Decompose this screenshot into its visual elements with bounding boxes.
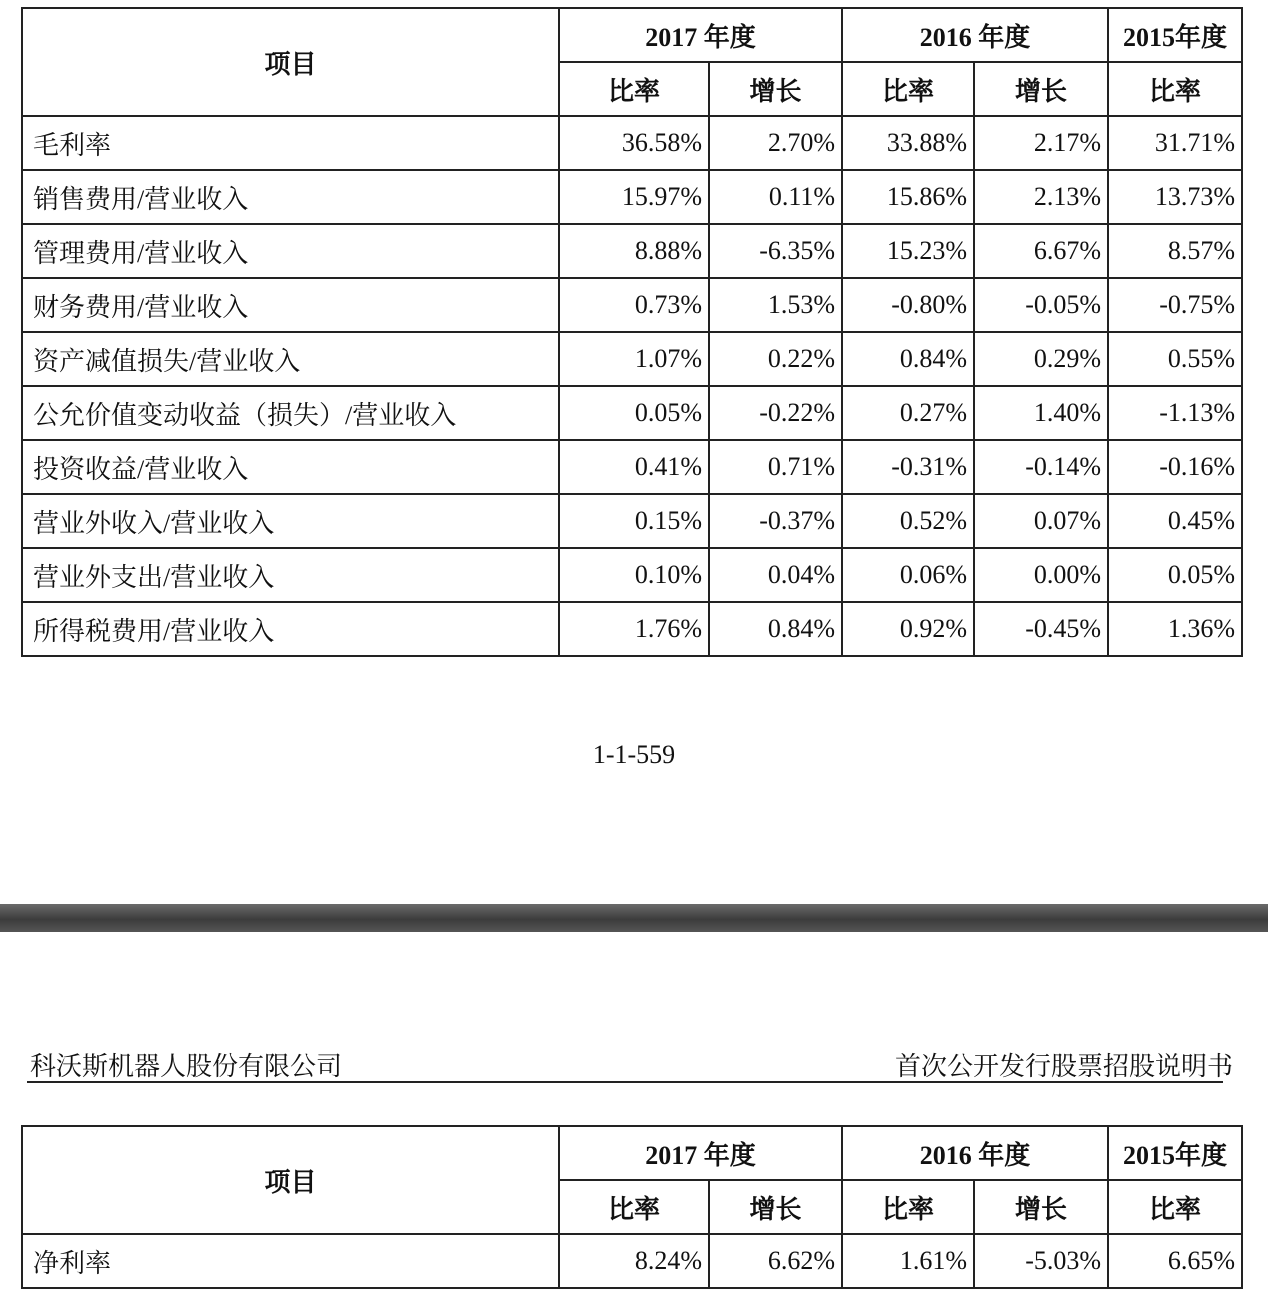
table-row — [22, 494, 1242, 548]
header-growth: 增长 — [709, 62, 842, 116]
table-body — [22, 1234, 1242, 1288]
row-label: 资产减值损失/营业收入 — [22, 332, 559, 386]
growth-2017-cell: 6.62% — [709, 1234, 842, 1288]
page-number: 1-1-559 — [592, 740, 676, 769]
row-label: 营业外支出/营业收入 — [22, 548, 559, 602]
ratio-2015-cell: 31.71% — [1108, 116, 1242, 170]
row-label: 销售费用/营业收入 — [22, 170, 559, 224]
ratio-2017-cell: 8.88% — [559, 224, 709, 278]
header-2015: 2015年度 — [1108, 8, 1242, 62]
header-2015: 2015年度 — [1108, 1126, 1242, 1180]
row-label: 投资收益/营业收入 — [22, 440, 559, 494]
header-2017: 2017 年度 — [559, 1126, 842, 1180]
growth-2016-cell: 2.17% — [974, 116, 1108, 170]
row-label: 营业外收入/营业收入 — [22, 494, 559, 548]
growth-2017-cell: 0.22% — [709, 332, 842, 386]
ratio-2017-cell: 0.15% — [559, 494, 709, 548]
table-row — [22, 332, 1242, 386]
header-2016: 2016 年度 — [842, 1126, 1108, 1180]
ratio-2017-cell: 36.58% — [559, 116, 709, 170]
ratio-2015-cell: -0.75% — [1108, 278, 1242, 332]
header-ratio: 比率 — [559, 62, 709, 116]
growth-2016-cell: -0.05% — [974, 278, 1108, 332]
table-body — [22, 116, 1242, 656]
growth-2016-cell: 6.67% — [974, 224, 1108, 278]
header-2016: 2016 年度 — [842, 8, 1108, 62]
growth-2017-cell: -0.22% — [709, 386, 842, 440]
row-label: 管理费用/营业收入 — [22, 224, 559, 278]
growth-2017-cell: -0.37% — [709, 494, 842, 548]
ratio-2016-cell: 0.84% — [842, 332, 974, 386]
table-row — [22, 602, 1242, 656]
header-ratio: 比率 — [1108, 1180, 1242, 1234]
ratio-2015-cell: -0.16% — [1108, 440, 1242, 494]
ratio-2016-cell: 1.61% — [842, 1234, 974, 1288]
page-header — [27, 1044, 1233, 1083]
growth-2016-cell: -5.03% — [974, 1234, 1108, 1288]
table-row — [22, 224, 1242, 278]
growth-2017-cell: 0.04% — [709, 548, 842, 602]
table-row — [22, 170, 1242, 224]
growth-2017-cell: 1.53% — [709, 278, 842, 332]
ratio-2015-cell: 13.73% — [1108, 170, 1242, 224]
ratio-2017-cell: 0.10% — [559, 548, 709, 602]
ratio-2015-cell: -1.13% — [1108, 386, 1242, 440]
growth-2017-cell: 0.11% — [709, 170, 842, 224]
growth-2016-cell: 2.13% — [974, 170, 1108, 224]
header-ratio: 比率 — [559, 1180, 709, 1234]
header-growth: 增长 — [974, 62, 1108, 116]
net-margin-table — [21, 1125, 1243, 1289]
ratio-2015-cell: 1.36% — [1108, 602, 1242, 656]
ratio-2016-cell: 15.23% — [842, 224, 974, 278]
ratio-2015-cell: 0.55% — [1108, 332, 1242, 386]
table-row — [22, 386, 1242, 440]
table-row — [22, 1234, 1242, 1288]
table-row — [22, 440, 1242, 494]
ratio-2017-cell: 0.73% — [559, 278, 709, 332]
row-label: 毛利率 — [22, 116, 559, 170]
ratio-2016-cell: -0.80% — [842, 278, 974, 332]
table-row — [22, 548, 1242, 602]
header-item: 项目 — [22, 8, 559, 116]
ratio-2017-cell: 1.07% — [559, 332, 709, 386]
header-ratio: 比率 — [842, 1180, 974, 1234]
row-label: 净利率 — [22, 1234, 559, 1288]
header-item: 项目 — [22, 1126, 559, 1234]
table-row — [22, 116, 1242, 170]
row-label: 财务费用/营业收入 — [22, 278, 559, 332]
financial-ratio-table — [21, 7, 1243, 657]
growth-2016-cell: 0.07% — [974, 494, 1108, 548]
table-row — [22, 278, 1242, 332]
growth-2017-cell: 0.71% — [709, 440, 842, 494]
header-ratio: 比率 — [842, 62, 974, 116]
header-ratio: 比率 — [1108, 62, 1242, 116]
ratio-2016-cell: -0.31% — [842, 440, 974, 494]
growth-2017-cell: 2.70% — [709, 116, 842, 170]
ratio-2016-cell: 33.88% — [842, 116, 974, 170]
growth-2016-cell: -0.45% — [974, 602, 1108, 656]
ratio-2017-cell: 0.05% — [559, 386, 709, 440]
ratio-2017-cell: 0.41% — [559, 440, 709, 494]
growth-2017-cell: -6.35% — [709, 224, 842, 278]
row-label: 所得税费用/营业收入 — [22, 602, 559, 656]
ratio-2017-cell: 15.97% — [559, 170, 709, 224]
growth-2016-cell: 0.29% — [974, 332, 1108, 386]
row-label: 公允价值变动收益（损失）/营业收入 — [22, 386, 559, 440]
growth-2016-cell: 0.00% — [974, 548, 1108, 602]
ratio-2017-cell: 8.24% — [559, 1234, 709, 1288]
ratio-2017-cell: 1.76% — [559, 602, 709, 656]
ratio-2016-cell: 0.52% — [842, 494, 974, 548]
header-growth: 增长 — [974, 1180, 1108, 1234]
ratio-2015-cell: 0.45% — [1108, 494, 1242, 548]
growth-2017-cell: 0.84% — [709, 602, 842, 656]
growth-2016-cell: -0.14% — [974, 440, 1108, 494]
page-separator — [0, 904, 1268, 932]
ratio-2015-cell: 8.57% — [1108, 224, 1242, 278]
ratio-2016-cell: 0.27% — [842, 386, 974, 440]
document-title: 首次公开发行股票招股说明书 — [894, 1052, 1233, 1081]
ratio-2015-cell: 0.05% — [1108, 548, 1242, 602]
ratio-2016-cell: 0.06% — [842, 548, 974, 602]
ratio-2016-cell: 0.92% — [842, 602, 974, 656]
ratio-2016-cell: 15.86% — [842, 170, 974, 224]
header-2017: 2017 年度 — [559, 8, 842, 62]
header-growth: 增长 — [709, 1180, 842, 1234]
company-name: 科沃斯机器人股份有限公司 — [30, 1052, 343, 1081]
ratio-2015-cell: 6.65% — [1108, 1234, 1242, 1288]
growth-2016-cell: 1.40% — [974, 386, 1108, 440]
